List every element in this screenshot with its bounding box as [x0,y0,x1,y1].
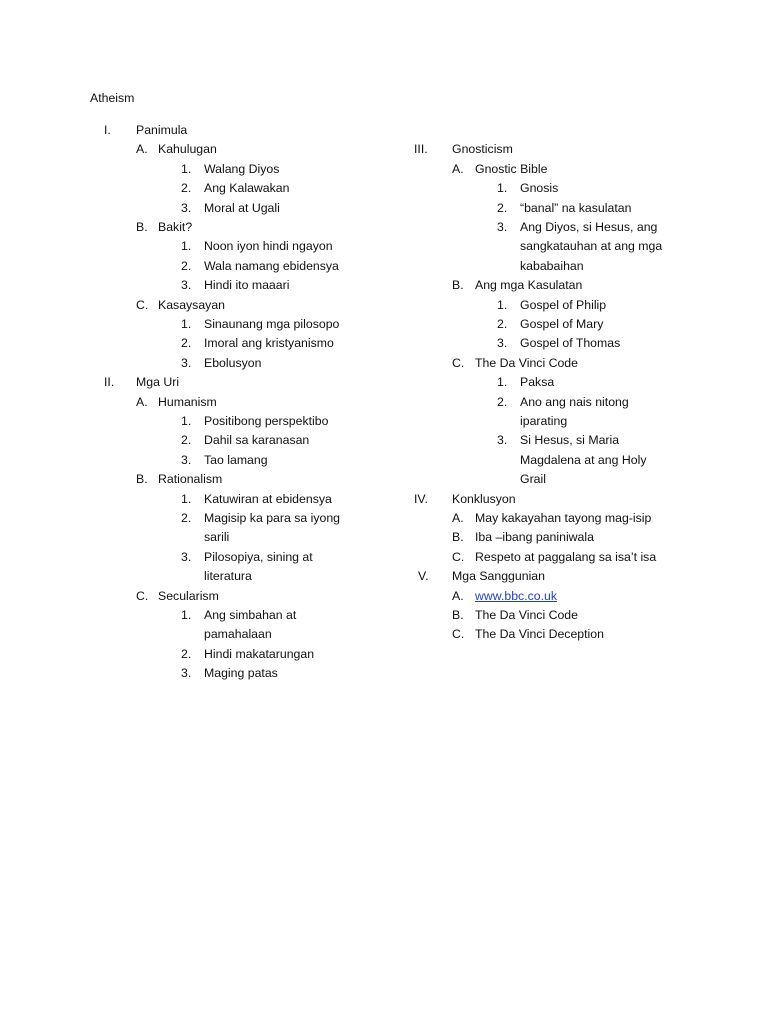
outline-text: Katuwiran at ebidensya [204,491,332,506]
outline-marker: 1. [497,181,508,196]
outline-marker: IV. [414,491,428,506]
outline-text: Magdalena at ang Holy [520,452,647,467]
outline-marker: 1. [181,608,192,622]
outline-text: Tao lamang [204,452,268,467]
outline-text: Positibong perspektibo [204,414,329,428]
outline-text: Kasaysayan [158,297,225,312]
reference-link[interactable]: www.bbc.co.uk [475,588,558,603]
outline-marker: 2. [181,646,192,661]
outline-text: Gospel of Thomas [520,336,621,351]
outline-text: Hindi makatarungan [204,646,315,661]
outline-text: Mga Sanggunian [452,569,545,584]
outline-text: Gospel of Mary [520,317,604,331]
outline-marker: II. [104,375,115,390]
outline-text: Gnostic Bible [475,161,548,176]
outline-marker: 3. [181,355,192,370]
outline-marker: 1. [181,317,192,331]
outline-text: iparating [520,414,568,428]
outline-text: Mga Uri [136,375,180,390]
outline-marker: 1. [181,491,192,506]
outline-marker: C. [452,549,465,564]
outline-text: Panimula [136,123,188,137]
outline-text: Maging patas [204,666,278,681]
outline-text: sangkatauhan at ang mga [520,239,663,254]
outline-marker: 3. [181,452,192,467]
outline-marker: C. [452,627,465,642]
outline-marker: 2. [181,511,192,525]
outline-text: kababaihan [520,258,584,273]
outline-text: Gnosticism [452,142,513,157]
outline-marker: I. [104,123,111,137]
outline-marker: B. [452,530,464,545]
outline-text: Dahil sa karanasan [204,433,310,448]
outline-marker: 2. [181,336,192,351]
outline-marker: 1. [181,161,192,176]
outline-text: Imoral ang kristyanismo [204,336,334,351]
outline-text: The Da Vinci Code [475,608,578,622]
outline-marker: 2. [497,200,508,215]
outline-marker: 1. [497,297,508,312]
outline-text: Pilosopiya, sining at [204,549,313,564]
outline-text: Moral at Ugali [204,200,280,215]
outline-marker: C. [136,297,149,312]
outline-marker: B. [136,220,148,234]
outline-marker: 2. [181,258,192,273]
outline-marker: A. [136,142,148,157]
outline-marker: 1. [181,414,192,428]
outline-marker: 3. [497,433,508,448]
outline-text: Ebolusyon [204,355,262,370]
outline-text: Grail [520,472,546,487]
outline-marker: A. [452,511,464,525]
outline-text: Magisip ka para sa iyong [204,511,341,525]
outline-marker: 3. [181,549,192,564]
outline-marker: A. [452,588,464,603]
outline-text: The Da Vinci Deception [475,627,604,642]
outline-text: Gnosis [520,181,559,196]
outline-marker: C. [136,588,149,603]
outline-text: Ang Kalawakan [204,181,290,196]
outline-marker: 2. [497,394,508,409]
outline-text: Secularism [158,588,219,603]
outline-marker: 3. [497,336,508,351]
outline-text: The Da Vinci Code [475,355,578,370]
outline-text: Ang mga Kasulatan [475,278,583,293]
outline-text: Walang Diyos [204,161,280,176]
outline-marker: C. [452,355,465,370]
outline-marker: A. [452,161,464,176]
outline-text: literatura [204,569,252,584]
outline-text: Iba –ibang paniniwala [475,530,594,545]
outline-text: Paksa [520,375,555,390]
outline-marker: 3. [181,278,192,293]
outline-text: Humanism [158,394,217,409]
outline-text: Wala namang ebidensya [204,258,339,273]
outline-text: Si Hesus, si Maria [520,433,620,448]
outline-text: Sinaunang mga pilosopo [204,317,340,331]
outline-marker: 1. [181,239,192,254]
outline-marker: 2. [181,433,192,448]
outline-marker: III. [414,142,428,157]
outline-marker: 3. [497,220,508,234]
page-title: Atheism [90,91,135,105]
outline-marker: B. [452,278,464,293]
outline-marker: 2. [181,181,192,196]
outline-text: Hindi ito maaari [204,278,290,293]
outline-text: May kakayahan tayong mag-isip [475,511,652,525]
outline-marker: 2. [497,317,508,331]
outline-marker: 3. [181,666,192,681]
outline-marker: B. [452,608,464,622]
outline-text: Kahulugan [158,142,217,157]
outline-text: Bakit? [158,220,193,234]
outline-text: sarili [204,530,230,545]
outline-text: Ano ang nais nitong [520,394,629,409]
outline-marker: 3. [181,200,192,215]
outline-text: pamahalaan [204,627,272,642]
outline-marker: B. [136,472,148,487]
outline-text: Noon iyon hindi ngayon [204,239,333,254]
outline-text: “banal” na kasulatan [520,200,632,215]
outline-text: Ang simbahan at [204,608,297,622]
outline-text: Gospel of Philip [520,297,607,312]
outline-marker: 1. [497,375,508,390]
outline-text: Ang Diyos, si Hesus, ang [520,220,658,234]
outline-marker: A. [136,394,148,409]
outline-marker: V. [418,569,429,584]
outline-text: Rationalism [158,472,223,487]
outline-text: Konklusyon [452,491,516,506]
outline-text: Respeto at paggalang sa isa’t isa [475,549,657,564]
